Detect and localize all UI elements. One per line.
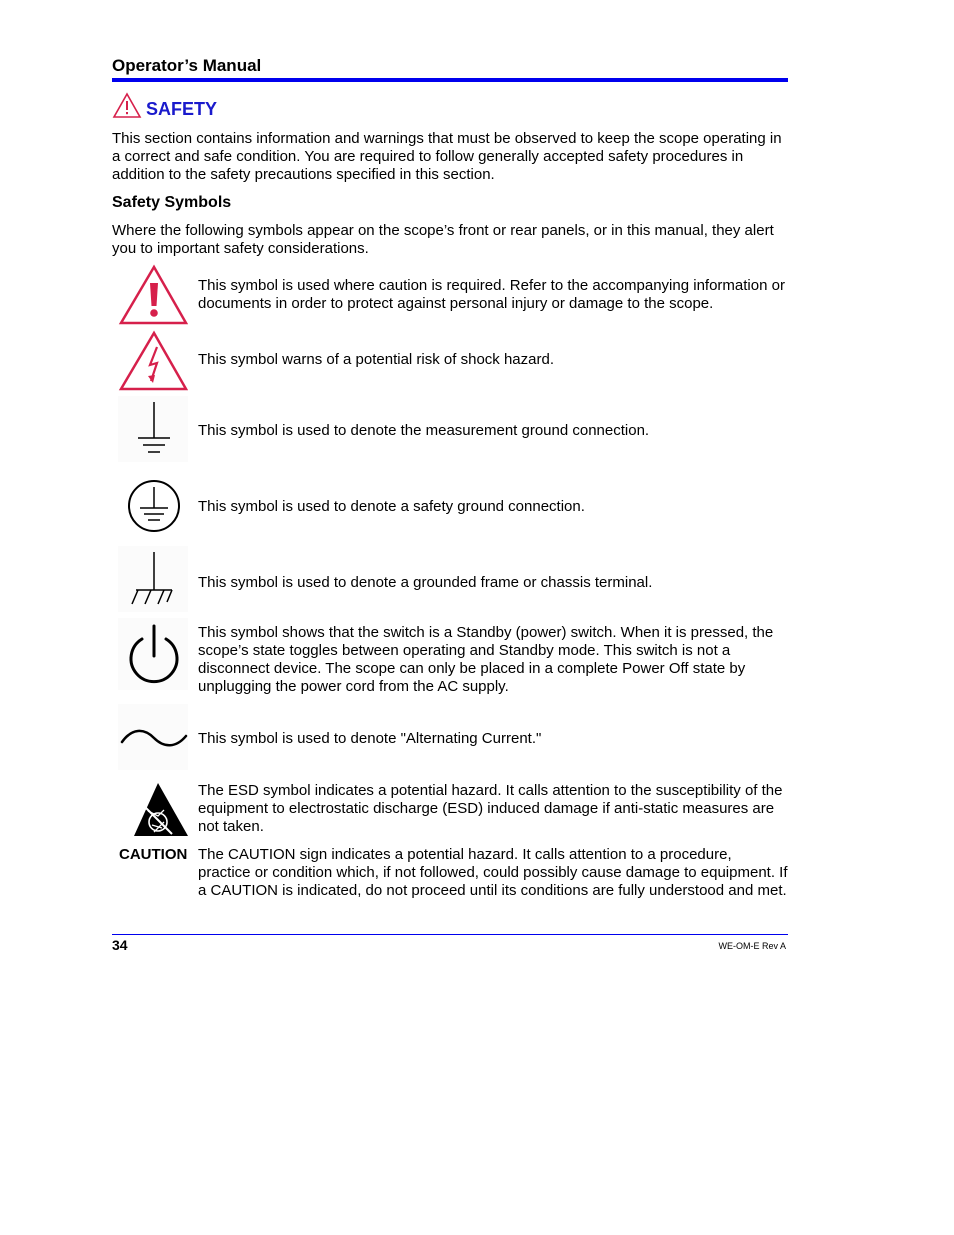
footer-rule [112,934,788,935]
alternating-current-icon [118,704,188,770]
section-title: SAFETY [146,99,218,119]
warning-triangle-icon [112,92,142,120]
section-intro: This section contains information and warnings that must be observed to keep the scope operating in a correct and safe condition. You are required to follow generally accepted safety procedures in addition to the safety precautions specified in this section. [112,130,782,183]
section-heading [112,92,217,120]
symbol-description: The ESD symbol indicates a potential hazard. It calls attention to the susceptibility of the equipment to electrostatic discharge (ESD) induced damage if anti-static measures are not taken. [198,782,783,835]
symbol-description: This symbol warns of a potential risk of shock hazard. [198,351,554,368]
symbol-description: This symbol is used to denote a grounded frame or chassis terminal. [198,574,653,591]
measurement-ground-icon [118,396,188,462]
safety-ground-icon [118,474,188,538]
page-number: 34 [112,937,128,953]
shock-hazard-icon [118,330,188,392]
safety-symbols-title: Safety Symbols [112,194,232,211]
esd-hazard-icon [118,778,188,840]
symbol-description: This symbol is used to denote the measurement ground connection. [198,422,650,439]
page-header-title: Operator’s Manual [112,56,262,75]
caution-label: CAUTION [119,846,188,863]
symbol-description: This symbol is used to denote "Alternating Current." [198,730,542,747]
safety-symbols-intro: Where the following symbols appear on the scope’s front or rear panels, or in this manual, they alert you to important safety considerations. [112,222,774,257]
standby-power-icon [118,618,188,690]
document-id: WE-OM-E Rev A [718,941,786,951]
header-rule [112,78,788,82]
caution-triangle-icon [118,264,188,326]
symbol-description: This symbol shows that the switch is a Standby (power) switch. When it is pressed, the scope’s state toggles between operating and Standby mode. This switch is not a disconnect device. The scope can only be placed in a complete Power Off state by unplugging the power cord from the AC supply. [198,624,774,695]
symbol-description: This symbol is used where caution is required. Refer to the accompanying information or documents in order to protect against personal injury or damage to the scope. [198,277,785,312]
chassis-ground-icon [118,546,188,612]
symbol-description: This symbol is used to denote a safety ground connection. [198,498,585,515]
caution-description: The CAUTION sign indicates a potential hazard. It calls attention to a procedure, practice or condition which, if not followed, could possibly cause damage to equipment. If a CAUTION is indicated, do not proceed until its conditions are fully understood and met. [198,846,788,899]
